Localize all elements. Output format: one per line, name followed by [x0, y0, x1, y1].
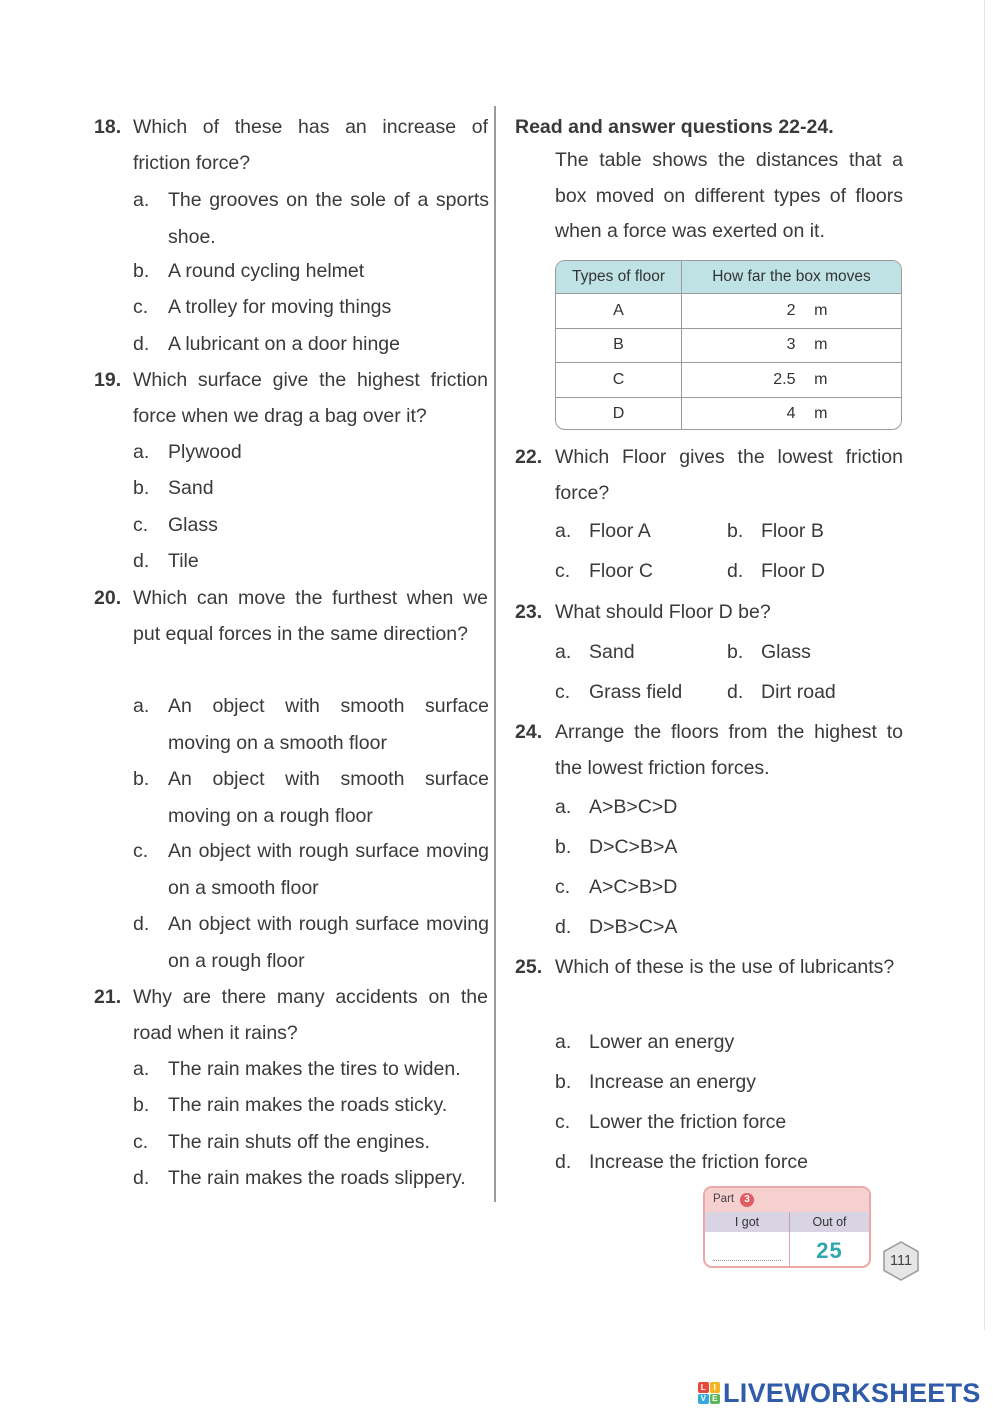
option-21c[interactable]: [133, 1124, 489, 1161]
option-letter: b.: [133, 477, 150, 499]
score-values: [705, 1232, 869, 1268]
question-number: 18.: [94, 116, 122, 138]
option-text: Floor C: [589, 560, 653, 582]
option-text: Dirt road: [761, 681, 836, 703]
table-header-floor: Types of floor: [556, 261, 682, 293]
table-header-row: [556, 261, 901, 293]
distance-cell: [682, 398, 901, 431]
logo-tile: E: [710, 1394, 721, 1405]
option-text: D>C>B>A: [589, 836, 678, 858]
option-25b[interactable]: [555, 1064, 855, 1101]
table-header-distance: How far the box moves: [712, 268, 871, 285]
option-letter: c.: [133, 1131, 149, 1153]
option-22b[interactable]: [727, 513, 897, 550]
option-letter: c.: [133, 840, 149, 862]
option-letter: d.: [133, 1167, 150, 1189]
score-box-header: [705, 1188, 869, 1212]
option-text: Plywood: [168, 441, 242, 463]
option-letter: c.: [133, 514, 149, 536]
page-number: 111: [889, 1253, 913, 1269]
question-stem: What should Floor D be?: [555, 601, 771, 623]
distance-cell: [682, 294, 901, 328]
option-23d[interactable]: [727, 674, 897, 711]
distance-table: [555, 260, 902, 430]
option-text: Sand: [168, 477, 214, 499]
score-box: [703, 1186, 871, 1268]
option-text: Sand: [589, 641, 635, 663]
option-text: The rain makes the tires to widen.: [168, 1058, 461, 1080]
option-letter: d.: [555, 1151, 572, 1173]
option-text: Floor B: [761, 520, 824, 542]
question-number: 20.: [94, 587, 122, 609]
question-20: [94, 580, 488, 652]
option-text: Tile: [168, 550, 199, 572]
question-stem: Arrange the floors from the highest to the lowest friction forces.: [555, 721, 903, 779]
option-text: The grooves on the sole of a sports shoe.: [168, 189, 489, 248]
option-text: A lubricant on a door hinge: [168, 333, 401, 355]
score-dotted-line: [713, 1260, 781, 1261]
distance-unit: m: [814, 370, 828, 388]
option-letter: b.: [133, 1094, 150, 1116]
option-text: Increase the friction force: [589, 1151, 808, 1173]
question-21: [94, 979, 488, 1051]
option-text: An object with rough surface moving on a smooth floor: [168, 840, 489, 899]
i-got-label: I got: [705, 1212, 790, 1232]
option-letter: c.: [555, 560, 571, 582]
table-row: [556, 362, 901, 397]
option-letter: b.: [555, 836, 572, 858]
option-letter: a.: [555, 1031, 572, 1053]
question-19: [94, 362, 488, 434]
question-stem: Which Floor gives the lowest friction force?: [555, 446, 903, 504]
page-number-badge: [880, 1240, 922, 1282]
option-19c[interactable]: [133, 507, 489, 544]
question-number: 19.: [94, 369, 122, 391]
option-letter: c.: [133, 296, 149, 318]
option-letter: b.: [727, 520, 744, 542]
option-24a[interactable]: [555, 789, 725, 826]
option-23c[interactable]: [555, 674, 725, 711]
option-text: A trolley for moving things: [168, 296, 392, 318]
option-19b[interactable]: [133, 470, 489, 507]
option-text: An object with rough surface moving on a rough floor: [168, 913, 489, 972]
option-text: Glass: [761, 641, 811, 663]
option-text: Floor A: [589, 520, 651, 542]
option-letter: b.: [555, 1071, 572, 1093]
option-21b[interactable]: [133, 1087, 489, 1124]
option-letter: b.: [727, 641, 744, 663]
question-number: 24.: [515, 721, 543, 743]
question-stem: Which of these has an increase of friction force?: [133, 116, 488, 174]
floor-cell: B: [556, 329, 682, 363]
option-letter: a.: [555, 520, 572, 542]
question-number: 21.: [94, 986, 122, 1008]
table-row: [556, 397, 901, 431]
option-25d[interactable]: [555, 1144, 855, 1181]
option-text: Floor D: [761, 560, 825, 582]
out-of-label: Out of: [812, 1215, 847, 1229]
option-letter: d.: [133, 333, 150, 355]
option-20d[interactable]: [133, 906, 489, 979]
table-row: [556, 328, 901, 363]
option-18c[interactable]: [133, 289, 489, 326]
question-24: [515, 714, 903, 786]
distance-unit: m: [814, 405, 828, 423]
floor-cell: C: [556, 363, 682, 397]
option-text: Glass: [168, 514, 218, 536]
score-columns: [705, 1212, 869, 1232]
option-text: A>C>B>D: [589, 876, 678, 898]
part-number-badge: 3: [740, 1193, 754, 1207]
option-24d[interactable]: [555, 909, 725, 946]
option-20b[interactable]: [133, 761, 489, 834]
distance-value: 2: [786, 301, 796, 319]
question-stem: Which can move the furthest when we put equal forces in the same direction?: [133, 587, 488, 645]
page-edge-line: [984, 0, 985, 1330]
question-number: 25.: [515, 956, 543, 978]
option-20c[interactable]: [133, 833, 489, 906]
option-letter: a.: [133, 695, 150, 717]
option-letter: c.: [555, 1111, 571, 1133]
logo-tile: V: [698, 1394, 709, 1405]
option-letter: b.: [133, 768, 150, 790]
question-stem: Why are there many accidents on the road when it rains?: [133, 986, 488, 1044]
table-intro: The table shows the distances that a box moved on different types of floors when a force was exerted on it.: [555, 149, 903, 242]
option-19a[interactable]: [133, 434, 489, 471]
question-23: [515, 594, 903, 630]
option-letter: b.: [133, 260, 150, 282]
option-22d[interactable]: [727, 553, 897, 590]
logo-tile: L: [698, 1382, 709, 1393]
distance-unit: m: [814, 301, 828, 319]
option-21d[interactable]: [133, 1160, 489, 1197]
distance-value: 4: [786, 405, 796, 423]
section-heading: Read and answer questions 22-24.: [515, 116, 834, 138]
option-letter: d.: [133, 913, 150, 935]
option-text: Grass field: [589, 681, 683, 703]
option-letter: a.: [555, 796, 572, 818]
option-text: D>B>C>A: [589, 916, 678, 938]
option-22c[interactable]: [555, 553, 725, 590]
distance-value: 3: [786, 336, 796, 354]
logo-tile: I: [710, 1382, 721, 1393]
distance-cell: [682, 363, 901, 397]
option-22a[interactable]: [555, 513, 725, 550]
distance-unit: m: [814, 336, 828, 354]
option-18d[interactable]: [133, 326, 489, 363]
question-number: 22.: [515, 446, 543, 468]
question-stem: Which of these is the use of lubricants?: [555, 956, 895, 978]
option-letter: a.: [133, 441, 150, 463]
floor-cell: D: [556, 398, 682, 431]
option-text: Lower an energy: [589, 1031, 735, 1053]
question-number: 23.: [515, 601, 543, 623]
option-24b[interactable]: [555, 829, 725, 866]
option-letter: d.: [555, 916, 572, 938]
option-text: The rain shuts off the engines.: [168, 1131, 430, 1153]
brand-name: LIVEWORKSHEETS: [723, 1377, 981, 1408]
column-divider: [494, 106, 496, 1202]
option-text: An object with smooth surface moving on a smooth floor: [168, 695, 489, 754]
option-letter: c.: [555, 681, 571, 703]
option-text: A>B>C>D: [589, 796, 678, 818]
liveworksheets-brand[interactable]: [698, 1378, 981, 1408]
option-19d[interactable]: [133, 543, 489, 580]
score-out-of-value: 25: [816, 1238, 843, 1263]
option-letter: a.: [133, 1058, 150, 1080]
option-letter: d.: [727, 681, 744, 703]
option-text: The rain makes the roads slippery.: [168, 1167, 466, 1189]
option-25a[interactable]: [555, 1024, 855, 1061]
option-letter: a.: [555, 641, 572, 663]
option-text: A round cycling helmet: [168, 260, 365, 282]
liveworksheets-logo-icon: [698, 1382, 720, 1404]
option-letter: c.: [555, 876, 571, 898]
option-18a[interactable]: [133, 182, 489, 255]
option-18b[interactable]: [133, 253, 489, 290]
option-20a[interactable]: [133, 688, 489, 761]
option-letter: d.: [727, 560, 744, 582]
option-21a[interactable]: [133, 1051, 489, 1088]
option-23b[interactable]: [727, 634, 897, 671]
option-24c[interactable]: [555, 869, 725, 906]
option-25c[interactable]: [555, 1104, 855, 1141]
question-18: [94, 109, 488, 181]
distance-cell: [682, 329, 901, 363]
question-22: [515, 439, 903, 511]
option-23a[interactable]: [555, 634, 725, 671]
distance-value: 2.5: [773, 370, 796, 388]
option-text: An object with smooth surface moving on a rough floor: [168, 768, 489, 827]
option-letter: a.: [133, 189, 150, 211]
part-label: Part: [713, 1193, 735, 1205]
option-letter: d.: [133, 550, 150, 572]
option-text: Increase an energy: [589, 1071, 756, 1093]
option-text: Lower the friction force: [589, 1111, 787, 1133]
table-row: [556, 293, 901, 328]
question-25: [515, 949, 903, 985]
floor-cell: A: [556, 294, 682, 328]
score-got-field[interactable]: [705, 1232, 790, 1268]
question-stem: Which surface give the highest friction force when we drag a bag over it?: [133, 369, 488, 427]
option-text: The rain makes the roads sticky.: [168, 1094, 448, 1116]
